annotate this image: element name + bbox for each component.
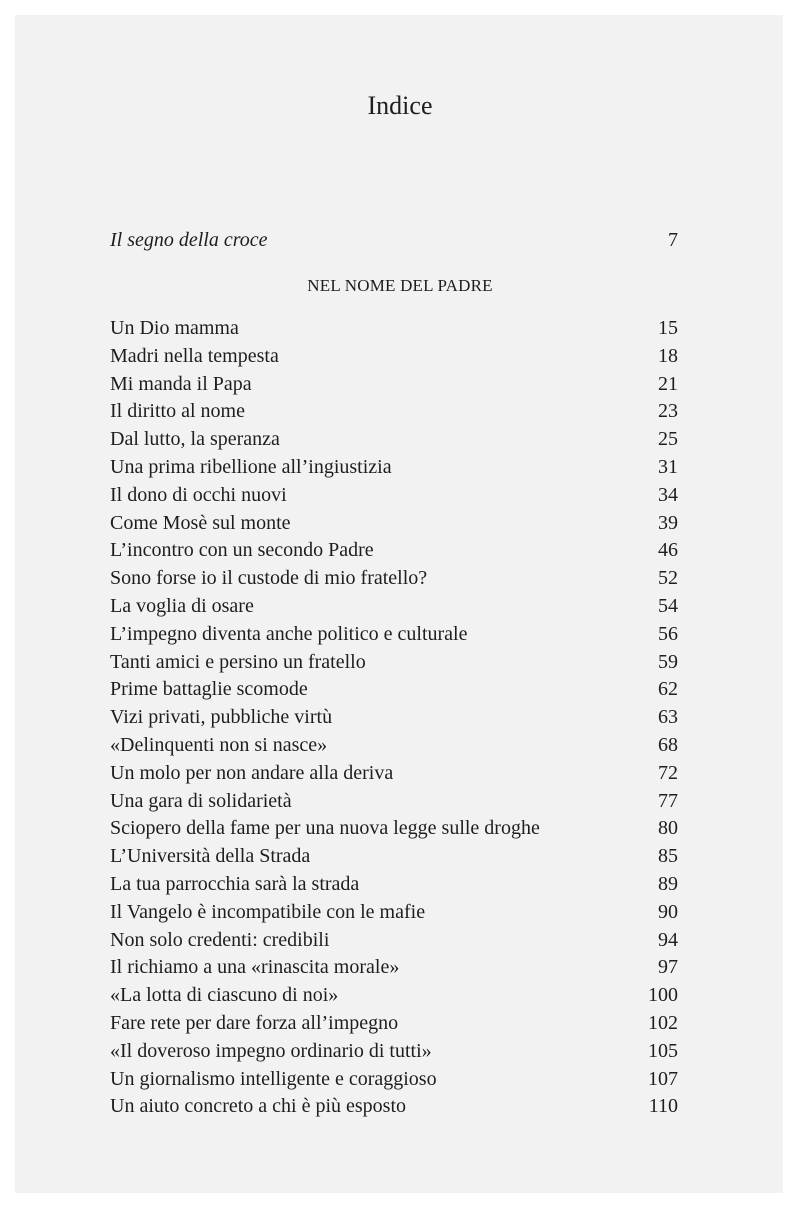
- toc-entry-label: L’Università della Strada: [110, 845, 311, 868]
- toc-entry: [110, 621, 678, 649]
- toc-entry: [110, 371, 678, 399]
- toc-entry: [110, 704, 678, 732]
- toc-entry-label: «La lotta di ciascuno di noi»: [110, 984, 339, 1007]
- toc-entry: [110, 1010, 678, 1038]
- toc-entry: [110, 510, 678, 538]
- toc-entry-label: Prime battaglie scomode: [110, 678, 308, 701]
- toc-entry-label: Il segno della croce: [110, 229, 268, 251]
- toc-entry-label: «Delinquenti non si nasce»: [110, 733, 328, 756]
- toc-entry-label: Vizi privati, pubbliche virtù: [110, 706, 333, 729]
- toc-entry-page: 90: [658, 900, 678, 923]
- toc-entry-page: 89: [658, 872, 678, 895]
- toc-list: [110, 315, 678, 1121]
- toc-entry-page: 15: [658, 317, 678, 339]
- toc-entry: [110, 954, 678, 982]
- toc-entry: [110, 482, 678, 510]
- toc-entry-page: 7: [668, 229, 678, 251]
- toc-entry-page: 72: [658, 761, 678, 784]
- section-heading: NEL NOME DEL PADRE: [307, 276, 493, 295]
- toc-entry: [110, 649, 678, 677]
- toc-entry-label: Tanti amici e persino un fratello: [110, 650, 366, 673]
- toc-entry-page: 102: [648, 1011, 678, 1034]
- toc-entry: [110, 1038, 678, 1066]
- toc-entry: [110, 593, 678, 621]
- toc-entry: [110, 426, 678, 454]
- toc-entry: [110, 1093, 678, 1121]
- toc-entry-page: 110: [648, 1095, 678, 1118]
- toc-entry-page: 54: [658, 594, 678, 617]
- toc-entry: [110, 315, 678, 343]
- toc-entry-label: Madri nella tempesta: [110, 344, 279, 367]
- toc-entry-page: 23: [658, 400, 678, 423]
- toc-entry-intro: [110, 226, 678, 254]
- toc-entry: [110, 843, 678, 871]
- toc-entry-page: 59: [658, 650, 678, 673]
- toc-entry: [110, 982, 678, 1010]
- toc-entry: [110, 732, 678, 760]
- toc-entry-label: Il diritto al nome: [110, 400, 245, 423]
- toc-entry-label: L’impegno diventa anche politico e culturale: [110, 622, 468, 645]
- toc-entry: [110, 343, 678, 371]
- toc-entry-label: «Il doveroso impegno ordinario di tutti»: [110, 1039, 432, 1062]
- toc-entry-page: 62: [658, 678, 678, 701]
- toc-entry-label: Una gara di solidarietà: [110, 789, 292, 812]
- toc-entry-page: 107: [648, 1067, 678, 1090]
- toc-entry-label: L’incontro con un secondo Padre: [110, 539, 374, 562]
- toc-entry-page: 97: [658, 956, 678, 979]
- toc-entry-page: 80: [658, 817, 678, 840]
- toc-entry: [110, 871, 678, 899]
- toc-entry-label: La voglia di osare: [110, 594, 254, 617]
- toc-entry-label: Come Mosè sul monte: [110, 511, 291, 534]
- toc-entry-page: 100: [648, 984, 678, 1007]
- toc-entry-label: Un giornalismo intelligente e coraggioso: [110, 1067, 437, 1090]
- toc-entry-label: Dal lutto, la speranza: [110, 428, 280, 451]
- toc-entry-page: 25: [658, 428, 678, 451]
- toc-entry-page: 52: [658, 567, 678, 590]
- toc-entry: [110, 565, 678, 593]
- toc-entry: [110, 398, 678, 426]
- page-title: Indice: [367, 91, 433, 120]
- toc-entry: [110, 760, 678, 788]
- toc-entry-page: 56: [658, 622, 678, 645]
- toc-entry: [110, 454, 678, 482]
- toc-entry-page: 77: [658, 789, 678, 812]
- toc-entry-page: 21: [658, 372, 678, 395]
- toc-entry-label: Un molo per non andare alla deriva: [110, 761, 394, 784]
- toc-entry-page: 68: [658, 733, 678, 756]
- toc-entry: [110, 537, 678, 565]
- toc-entry-label: Sciopero della fame per una nuova legge sulle droghe: [110, 817, 540, 840]
- toc-entry-label: Il Vangelo è incompatibile con le mafie: [110, 900, 426, 923]
- toc-entry: [110, 815, 678, 843]
- toc-entry: [110, 788, 678, 816]
- toc-entry-label: Un aiuto concreto a chi è più esposto: [110, 1095, 407, 1118]
- toc-entry-page: 105: [648, 1039, 678, 1062]
- toc-entry-label: Il dono di occhi nuovi: [110, 483, 287, 506]
- toc-entry-label: Un Dio mamma: [110, 317, 239, 339]
- toc-entry: [110, 899, 678, 927]
- toc-entry-page: 31: [658, 455, 678, 478]
- toc-entry-page: 46: [658, 539, 678, 562]
- toc-entry-page: 63: [658, 706, 678, 729]
- toc-entry: [110, 676, 678, 704]
- toc-entry: [110, 927, 678, 955]
- toc-entry-label: Una prima ribellione all’ingiustizia: [110, 455, 392, 478]
- toc-entry-label: Non solo credenti: credibili: [110, 928, 330, 951]
- toc-entry: [110, 1066, 678, 1094]
- toc-entry-page: 18: [658, 344, 678, 367]
- toc-entry-label: La tua parrocchia sarà la strada: [110, 872, 360, 895]
- toc-entry-page: 39: [658, 511, 678, 534]
- toc-entry-label: Fare rete per dare forza all’impegno: [110, 1011, 399, 1034]
- toc-entry-page: 85: [658, 845, 678, 868]
- toc-entry-label: Sono forse io il custode di mio fratello?: [110, 567, 428, 590]
- toc-entry-page: 94: [658, 928, 678, 951]
- toc-entry-label: Il richiamo a una «rinascita morale»: [110, 956, 400, 979]
- toc-entry-page: 34: [658, 483, 678, 506]
- toc-entry-label: Mi manda il Papa: [110, 372, 252, 395]
